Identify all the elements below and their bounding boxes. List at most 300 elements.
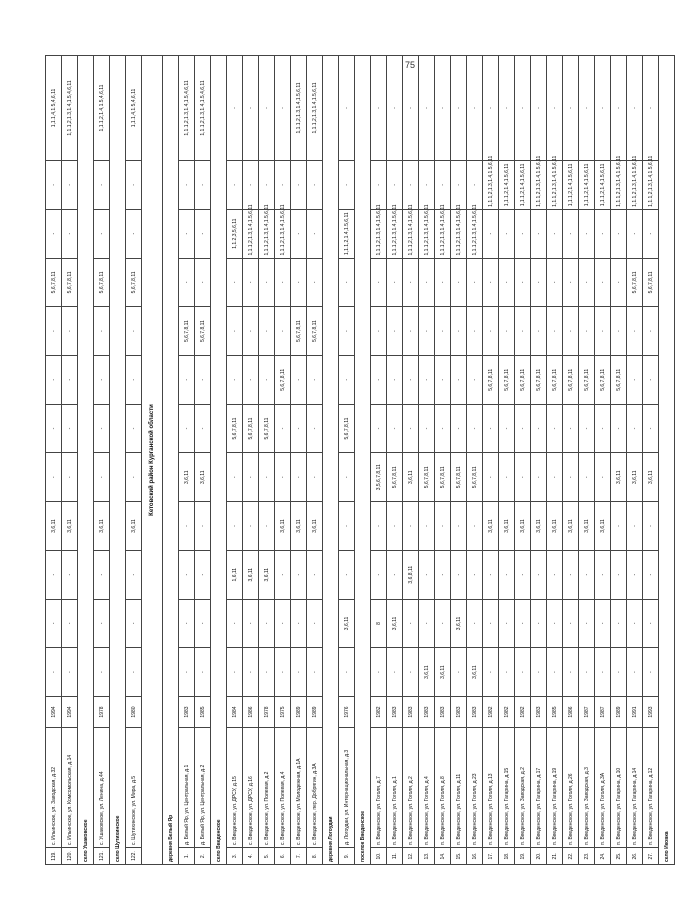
- value-cell: -: [62, 453, 78, 502]
- value-cell: -: [611, 550, 627, 599]
- section-row: [659, 56, 675, 865]
- address-cell: п. Введенское, ул. Гагарина, д.10: [611, 728, 627, 848]
- value-cell: 3,6,11: [563, 502, 579, 551]
- value-cell: -: [643, 307, 659, 356]
- table-row: [579, 56, 595, 865]
- year-cell: 1986: [243, 697, 259, 728]
- value-cell: -: [62, 404, 78, 453]
- value-cell: 5,6,7,8,11: [547, 355, 563, 404]
- value-cell: 5,6,7,8,11: [62, 258, 78, 307]
- value-cell: -: [403, 599, 419, 648]
- value-cell: -: [643, 550, 659, 599]
- row-number-cell: 19.: [515, 848, 531, 865]
- value-cell: -: [275, 258, 291, 307]
- year-cell: 1978: [259, 697, 275, 728]
- value-cell: -: [595, 56, 611, 161]
- value-cell: -: [307, 550, 323, 599]
- value-cell: -: [307, 258, 323, 307]
- value-cell: -: [227, 599, 243, 648]
- value-cell: -: [627, 404, 643, 453]
- value-cell: -: [371, 502, 387, 551]
- value-cell: -: [643, 599, 659, 648]
- value-cell: -: [579, 307, 595, 356]
- value-cell: -: [371, 648, 387, 697]
- value-cell: -: [307, 355, 323, 404]
- value-cell: -: [46, 453, 62, 502]
- value-cell: -: [227, 161, 243, 210]
- value-cell: -: [62, 355, 78, 404]
- table-row: [563, 56, 579, 865]
- value-cell: 1,1.1,4,1.5,4,6,11: [46, 56, 62, 161]
- value-cell: -: [195, 258, 211, 307]
- row-number-cell: 27.: [643, 848, 659, 865]
- value-cell: -: [579, 258, 595, 307]
- value-cell: -: [515, 648, 531, 697]
- value-cell: -: [611, 599, 627, 648]
- table-row: [515, 56, 531, 865]
- value-cell: 1,1.1,2,1.4,1.5,6,11: [499, 161, 515, 210]
- value-cell: -: [227, 648, 243, 697]
- row-number-cell: 18.: [499, 848, 515, 865]
- value-cell: -: [419, 599, 435, 648]
- value-cell: -: [307, 161, 323, 210]
- value-cell: -: [563, 307, 579, 356]
- value-cell: -: [419, 258, 435, 307]
- value-cell: 1,1.1,2,1.4,1.5,6,11: [595, 161, 611, 210]
- year-cell: 1985: [195, 697, 211, 728]
- value-cell: 3,6,11: [291, 502, 307, 551]
- value-cell: -: [126, 161, 142, 210]
- value-cell: -: [291, 550, 307, 599]
- value-cell: -: [126, 307, 142, 356]
- value-cell: -: [643, 404, 659, 453]
- value-cell: -: [243, 307, 259, 356]
- value-cell: -: [339, 453, 355, 502]
- value-cell: 3,6,11: [515, 502, 531, 551]
- value-cell: -: [46, 550, 62, 599]
- value-cell: -: [483, 453, 499, 502]
- value-cell: -: [403, 161, 419, 210]
- value-cell: -: [611, 502, 627, 551]
- value-cell: -: [579, 648, 595, 697]
- year-cell: 1985: [547, 697, 563, 728]
- value-cell: -: [435, 404, 451, 453]
- value-cell: -: [563, 453, 579, 502]
- address-cell: с. Введенское, ул. ДРСУ, д.15: [227, 728, 243, 848]
- value-cell: -: [515, 453, 531, 502]
- year-cell: 1976: [339, 697, 355, 728]
- value-cell: -: [499, 209, 515, 258]
- value-cell: -: [227, 307, 243, 356]
- value-cell: 1,1.1,2,1.3,1.4,1.5,6,11: [483, 161, 499, 210]
- value-cell: -: [94, 161, 110, 210]
- district-title: Кетовский район Курганской области: [142, 56, 163, 865]
- value-cell: 3,6,11: [195, 453, 211, 502]
- value-cell: -: [371, 56, 387, 161]
- value-cell: -: [435, 599, 451, 648]
- value-cell: -: [627, 56, 643, 161]
- year-cell: 1989: [307, 697, 323, 728]
- value-cell: -: [387, 56, 403, 161]
- value-cell: -: [643, 209, 659, 258]
- address-cell: д. Белый Яр, ул. Центральная, д.1: [179, 728, 195, 848]
- table-row: [371, 56, 387, 865]
- row-number-cell: 20.: [531, 848, 547, 865]
- year-cell: 1983: [179, 697, 195, 728]
- value-cell: -: [531, 648, 547, 697]
- value-cell: -: [403, 56, 419, 161]
- value-cell: -: [627, 307, 643, 356]
- value-cell: -: [451, 502, 467, 551]
- table-row: [195, 56, 211, 865]
- value-cell: -: [94, 209, 110, 258]
- value-cell: -: [291, 453, 307, 502]
- value-cell: -: [595, 258, 611, 307]
- address-cell: с. Введенское, пер. Добрягин, д.3А: [307, 728, 323, 848]
- value-cell: 5,6,7,8,11: [579, 355, 595, 404]
- value-cell: -: [126, 404, 142, 453]
- row-number-cell: 4.: [243, 848, 259, 865]
- value-cell: -: [179, 404, 195, 453]
- value-cell: -: [547, 56, 563, 161]
- value-cell: -: [627, 355, 643, 404]
- value-cell: -: [339, 161, 355, 210]
- year-cell: 1984: [227, 697, 243, 728]
- value-cell: 3,6,11: [547, 502, 563, 551]
- value-cell: 5,6,7,8,11: [531, 355, 547, 404]
- address-cell: с. Ильинское, ул. Заводская, д.32: [46, 728, 62, 848]
- value-cell: -: [291, 355, 307, 404]
- year-cell: 1983: [467, 697, 483, 728]
- value-cell: -: [243, 355, 259, 404]
- address-cell: п. Введенское, ул. Гагарина, д.15: [499, 728, 515, 848]
- value-cell: -: [62, 550, 78, 599]
- value-cell: -: [259, 258, 275, 307]
- value-cell: -: [547, 209, 563, 258]
- page-number: 75: [404, 60, 415, 70]
- value-cell: 3,6,8,11: [403, 550, 419, 599]
- value-cell: 1,1.1,2,1.3,1.4,1.5,6,11: [627, 161, 643, 210]
- table-row: [46, 56, 62, 865]
- value-cell: -: [275, 648, 291, 697]
- value-cell: -: [195, 502, 211, 551]
- value-cell: 1,1.1,2,1.3,1.4,1.5,6,11: [371, 209, 387, 258]
- value-cell: 1,6,11: [227, 550, 243, 599]
- value-cell: -: [563, 56, 579, 161]
- value-cell: -: [515, 404, 531, 453]
- table-row: [126, 56, 142, 865]
- value-cell: -: [275, 307, 291, 356]
- value-cell: -: [627, 550, 643, 599]
- value-cell: -: [339, 307, 355, 356]
- value-cell: -: [547, 453, 563, 502]
- year-cell: 1980: [126, 697, 142, 728]
- value-cell: -: [275, 161, 291, 210]
- value-cell: -: [179, 550, 195, 599]
- address-cell: п. Введенское, ул. Гагарина, д.17: [531, 728, 547, 848]
- address-cell: п. Введенское, ул. Гоголя, д.23: [467, 728, 483, 848]
- year-cell: 1987: [579, 697, 595, 728]
- value-cell: -: [275, 599, 291, 648]
- value-cell: -: [611, 404, 627, 453]
- value-cell: -: [419, 404, 435, 453]
- value-cell: -: [126, 453, 142, 502]
- value-cell: -: [531, 453, 547, 502]
- value-cell: -: [499, 648, 515, 697]
- value-cell: -: [515, 209, 531, 258]
- value-cell: -: [627, 599, 643, 648]
- value-cell: -: [339, 355, 355, 404]
- value-cell: 5,6,7,8,11: [275, 355, 291, 404]
- value-cell: -: [403, 307, 419, 356]
- value-cell: -: [435, 307, 451, 356]
- value-cell: 8: [371, 599, 387, 648]
- value-cell: 5,6,7,8,11: [435, 453, 451, 502]
- table-row: [627, 56, 643, 865]
- value-cell: 1,1.1,2,1.3,1.4,1.5,6,11: [467, 209, 483, 258]
- value-cell: 3,6,11: [531, 502, 547, 551]
- address-cell: п. Введенское, ул. Гоголя, д.1: [387, 728, 403, 848]
- value-cell: -: [259, 56, 275, 161]
- value-cell: -: [547, 599, 563, 648]
- row-number-cell: 7.: [291, 848, 307, 865]
- value-cell: -: [547, 307, 563, 356]
- value-cell: -: [547, 404, 563, 453]
- year-cell: 1983: [419, 697, 435, 728]
- year-cell: 1983: [387, 697, 403, 728]
- year-cell: 1982: [515, 697, 531, 728]
- value-cell: -: [467, 161, 483, 210]
- table-row: [94, 56, 110, 865]
- value-cell: 1,1.1,2,1.3,1.4,1.5,6,11: [387, 209, 403, 258]
- value-cell: 1,1.1,2,1.3,1.4,1.5,6,11: [419, 209, 435, 258]
- value-cell: 1,1.1,2,1.3,1.4,1.5,4,6,11: [179, 56, 195, 161]
- value-cell: -: [339, 550, 355, 599]
- value-cell: -: [419, 161, 435, 210]
- address-cell: п. Введенское, ул. Заводская, д.3: [579, 728, 595, 848]
- value-cell: -: [291, 599, 307, 648]
- value-cell: -: [483, 404, 499, 453]
- value-cell: -: [339, 648, 355, 697]
- row-number-cell: 120.: [62, 848, 78, 865]
- value-cell: -: [451, 258, 467, 307]
- value-cell: -: [46, 355, 62, 404]
- value-cell: -: [451, 307, 467, 356]
- value-cell: -: [451, 355, 467, 404]
- table-row: [403, 56, 419, 865]
- value-cell: -: [419, 502, 435, 551]
- value-cell: -: [62, 599, 78, 648]
- value-cell: -: [291, 648, 307, 697]
- value-cell: -: [387, 258, 403, 307]
- row-number-cell: 2.: [195, 848, 211, 865]
- value-cell: -: [451, 56, 467, 161]
- section-label: деревня Логоудаи: [323, 56, 339, 865]
- value-cell: -: [499, 307, 515, 356]
- year-cell: 1978: [94, 697, 110, 728]
- value-cell: 1,1.2,3,5,6,11: [227, 209, 243, 258]
- table-row: [547, 56, 563, 865]
- value-cell: 3,5,6,7,8,11: [371, 453, 387, 502]
- buildings-table: [45, 55, 675, 865]
- value-cell: -: [259, 599, 275, 648]
- value-cell: 3,6,11: [595, 502, 611, 551]
- row-number-cell: 8.: [307, 848, 323, 865]
- value-cell: 5,6,7,8,11: [195, 307, 211, 356]
- value-cell: -: [435, 502, 451, 551]
- row-number-cell: 22.: [563, 848, 579, 865]
- value-cell: 5,6,7,8,11: [515, 355, 531, 404]
- row-number-cell: 17.: [483, 848, 499, 865]
- value-cell: -: [371, 161, 387, 210]
- value-cell: 5,6,7,8,11: [467, 453, 483, 502]
- value-cell: 5,6,7,8,11: [451, 453, 467, 502]
- address-cell: д. Белый Яр, ул. Центральная, д.2: [195, 728, 211, 848]
- address-cell: с. Введенское, ул. ДРСУ, д.16: [243, 728, 259, 848]
- value-cell: -: [483, 209, 499, 258]
- value-cell: -: [195, 161, 211, 210]
- value-cell: -: [339, 258, 355, 307]
- value-cell: 3,6,11: [579, 502, 595, 551]
- value-cell: 3,6,11: [403, 453, 419, 502]
- value-cell: -: [179, 599, 195, 648]
- table-row: [499, 56, 515, 865]
- value-cell: -: [451, 161, 467, 210]
- row-number-cell: 12.: [403, 848, 419, 865]
- year-cell: 1983: [435, 697, 451, 728]
- address-cell: п. Введенское, ул. Гоголя, д.13: [483, 728, 499, 848]
- value-cell: -: [531, 404, 547, 453]
- value-cell: -: [611, 56, 627, 161]
- value-cell: -: [419, 56, 435, 161]
- value-cell: 3,6,11: [499, 502, 515, 551]
- table-body: [46, 56, 675, 865]
- value-cell: -: [371, 307, 387, 356]
- section-label: деревня Белый Яр: [163, 56, 179, 865]
- value-cell: -: [307, 404, 323, 453]
- value-cell: 3,6,11: [643, 453, 659, 502]
- value-cell: 1,1.1,2,1.4,1.5,4,6,11: [94, 56, 110, 161]
- value-cell: 1,1.1,2,1.4,1.5,6,11: [515, 161, 531, 210]
- value-cell: -: [403, 502, 419, 551]
- row-number-cell: 16.: [467, 848, 483, 865]
- value-cell: 3,6,11: [387, 599, 403, 648]
- value-cell: 3,6,11: [611, 453, 627, 502]
- address-cell: п. Введенское, ул. Гоголя, д.3А: [595, 728, 611, 848]
- value-cell: -: [451, 404, 467, 453]
- value-cell: -: [499, 453, 515, 502]
- value-cell: 1,1.1,2,1.3,1.4,1.5,4,6,11: [195, 56, 211, 161]
- value-cell: -: [547, 648, 563, 697]
- value-cell: -: [243, 56, 259, 161]
- value-cell: -: [579, 404, 595, 453]
- value-cell: 1,1.1,2,1.3,1.4,1.5,6,11: [259, 209, 275, 258]
- year-cell: 1983: [531, 697, 547, 728]
- row-number-cell: 15.: [451, 848, 467, 865]
- address-cell: с. Введенское, ул. Полевая, д.2: [259, 728, 275, 848]
- value-cell: 3,6,11: [46, 502, 62, 551]
- rotated-table-area: [45, 55, 670, 865]
- value-cell: -: [243, 453, 259, 502]
- value-cell: -: [62, 307, 78, 356]
- value-cell: -: [595, 599, 611, 648]
- value-cell: -: [595, 648, 611, 697]
- value-cell: -: [611, 209, 627, 258]
- value-cell: -: [515, 550, 531, 599]
- value-cell: 3,6,11: [275, 502, 291, 551]
- value-cell: -: [179, 209, 195, 258]
- value-cell: -: [467, 502, 483, 551]
- row-number-cell: 121.: [94, 848, 110, 865]
- table-row: [62, 56, 78, 865]
- value-cell: -: [483, 56, 499, 161]
- value-cell: -: [259, 453, 275, 502]
- table-row: [595, 56, 611, 865]
- value-cell: -: [94, 404, 110, 453]
- value-cell: -: [126, 599, 142, 648]
- value-cell: -: [435, 258, 451, 307]
- value-cell: 1,1.1,2,1.3,1.4,1.5,6,11: [435, 209, 451, 258]
- row-number-cell: 9.: [339, 848, 355, 865]
- value-cell: 3,6,11: [451, 599, 467, 648]
- value-cell: 1,1.1,2,1.3,1.4,1.5,6,11: [275, 209, 291, 258]
- value-cell: 5,6,7,8,11: [243, 404, 259, 453]
- value-cell: 5,6,7,8,11: [179, 307, 195, 356]
- value-cell: -: [499, 258, 515, 307]
- value-cell: -: [403, 404, 419, 453]
- value-cell: -: [179, 648, 195, 697]
- section-label: село Ушаковское: [78, 56, 94, 865]
- table-row: [339, 56, 355, 865]
- value-cell: -: [387, 307, 403, 356]
- value-cell: 3,6,11: [259, 550, 275, 599]
- value-cell: 5,6,7,8,11: [291, 307, 307, 356]
- value-cell: -: [195, 404, 211, 453]
- value-cell: -: [275, 453, 291, 502]
- value-cell: -: [94, 307, 110, 356]
- year-cell: 1989: [611, 697, 627, 728]
- value-cell: -: [62, 209, 78, 258]
- year-cell: 1994: [62, 697, 78, 728]
- value-cell: -: [46, 648, 62, 697]
- value-cell: 1,1.1,2,1.4,1.5,6,11: [563, 161, 579, 210]
- section-label: поселок Введенское: [355, 56, 371, 865]
- table-row: [227, 56, 243, 865]
- value-cell: -: [419, 307, 435, 356]
- value-cell: -: [595, 404, 611, 453]
- value-cell: -: [579, 550, 595, 599]
- row-number-cell: 1.: [179, 848, 195, 865]
- value-cell: -: [275, 56, 291, 161]
- value-cell: 5,6,7,8,11: [259, 404, 275, 453]
- value-cell: 5,6,7,8,11: [46, 258, 62, 307]
- value-cell: -: [259, 648, 275, 697]
- value-cell: -: [94, 453, 110, 502]
- value-cell: 1,1.1,2,1.3,1.4,1.5,6,11: [547, 161, 563, 210]
- value-cell: 1,1.1,2,1.4,1.5,6,11: [339, 209, 355, 258]
- value-cell: -: [579, 599, 595, 648]
- value-cell: -: [195, 550, 211, 599]
- value-cell: 1,1.1,2,1.4,1.5,6,11: [579, 161, 595, 210]
- table-row: [179, 56, 195, 865]
- year-cell: 1986: [563, 697, 579, 728]
- value-cell: -: [371, 355, 387, 404]
- value-cell: -: [46, 599, 62, 648]
- value-cell: 5,6,7,8,11: [499, 355, 515, 404]
- table-row: [531, 56, 547, 865]
- value-cell: -: [499, 56, 515, 161]
- table-row: [643, 56, 659, 865]
